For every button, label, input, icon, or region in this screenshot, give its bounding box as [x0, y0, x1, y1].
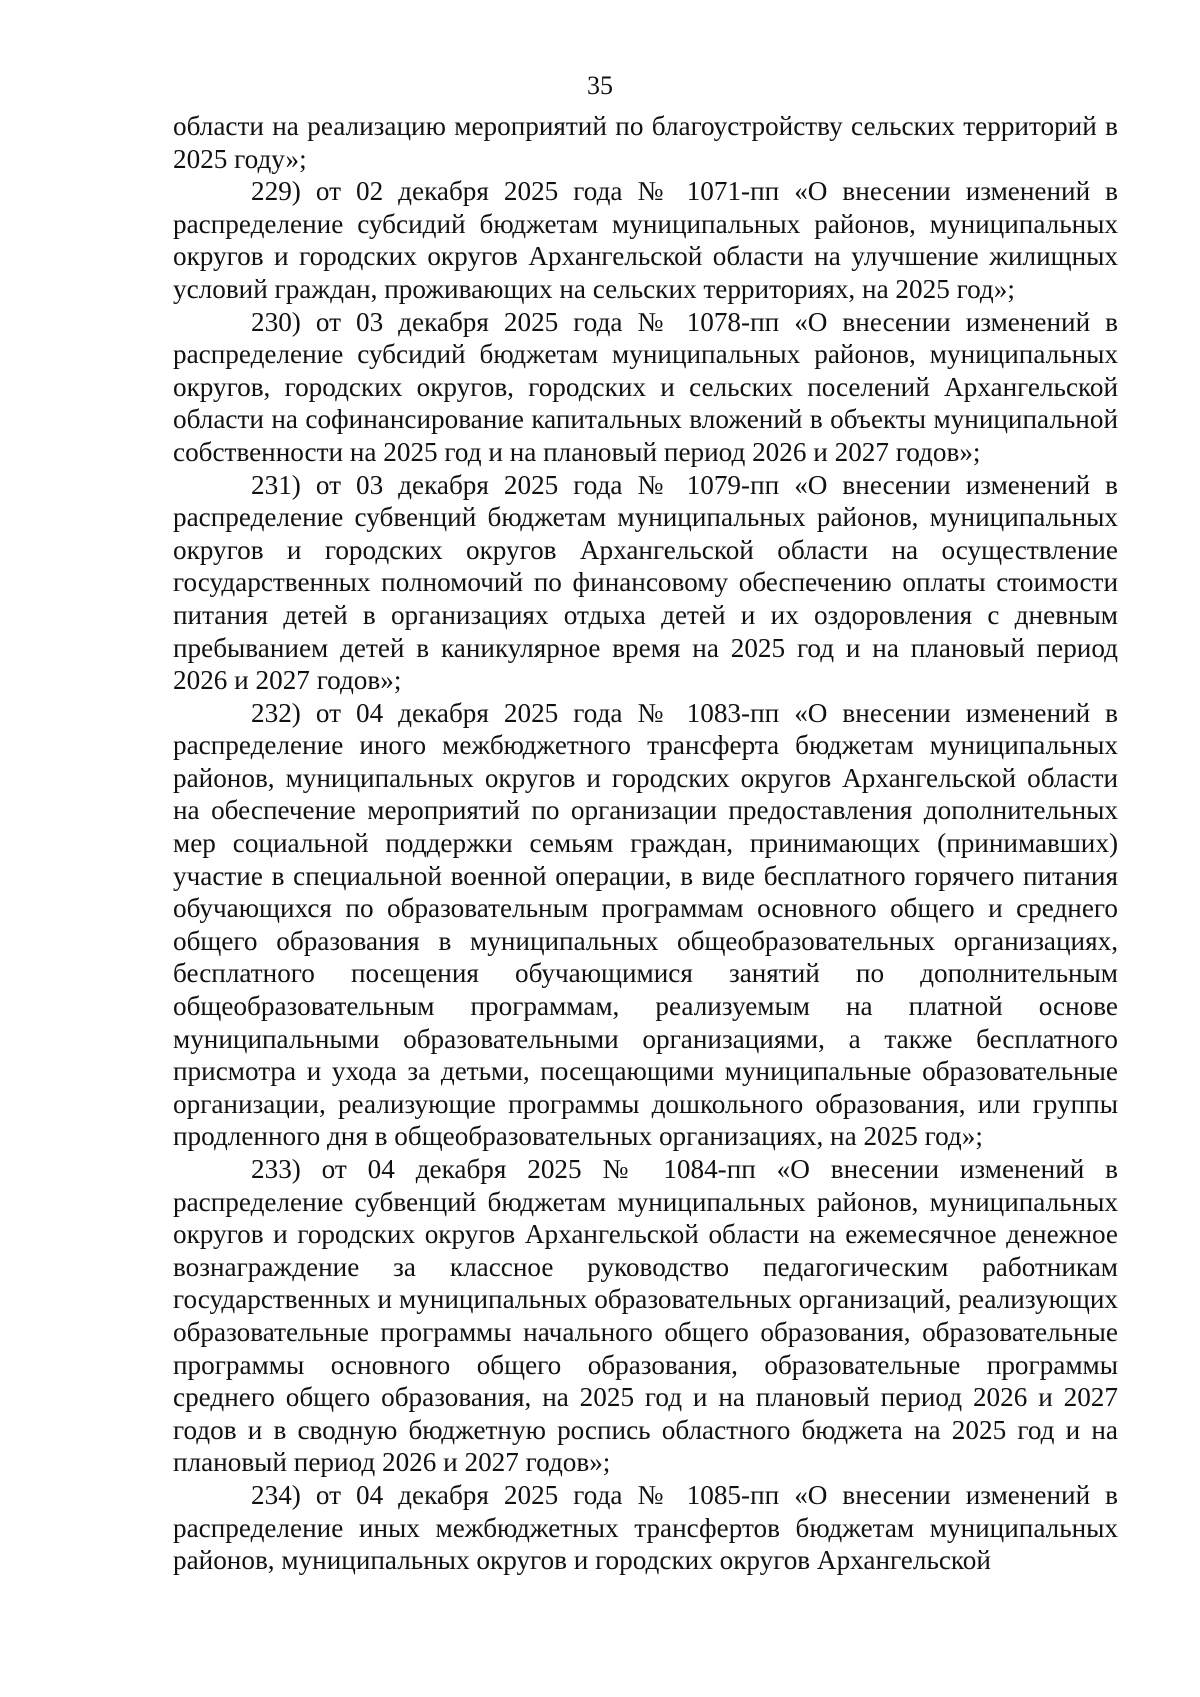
page-number: 35: [587, 71, 613, 100]
document-body: [173, 110, 1118, 1577]
paragraph-item-231: 231) от 03 декабря 2025 года № 1079-пп «О внесении изменений в распределение субвенций бюджетам муниципальных районов, муниципальных округов и городских округов Архангельской области на осуществление государственных полномочий по финансовому обеспечению оплаты стоимости питания детей в организациях отдыха детей и их оздоровления с дневным пребыванием детей в каникулярное время на 2025 год и на плановый период 2026 и 2027 годов»;: [173, 469, 1118, 696]
paragraph-item-232: 232) от 04 декабря 2025 года № 1083-пп «О внесении изменений в распределение иного межбюджетного трансферта бюджетам муниципальных районов, муниципальных округов и городских округов Архангельской области на обеспечение мероприятий по организации предоставления дополнительных мер социальной поддержки семьям граждан, принимающих (принимавших) участие в специальной военной операции, в виде бесплатного горячего питания обучающихся по образовательным программам основного общего и среднего общего образования в муниципальных общеобразовательных организациях, бесплатного посещения обучающимися занятий по дополнительным общеобразовательным программам, реализуемым на платной основе муниципальными образовательными организациями, а также бесплатного присмотра и ухода за детьми, посещающими муниципальные образовательные организации, реализующие программы дошкольного образования, или группы продленного дня в общеобразовательных организациях, на 2025 год»;: [173, 697, 1118, 1152]
paragraph-continuation: области на реализацию мероприятий по благоустройству сельских территорий в 2025 году»;: [173, 111, 1118, 174]
paragraph-item-230: 230) от 03 декабря 2025 года № 1078-пп «О внесении изменений в распределение субсидий бюджетам муниципальных районов, муниципальных округов, городских округов, городских и сельских поселений Архангельской области на софинансирование капитальных вложений в объекты муниципальной собственности на 2025 год и на плановый период 2026 и 2027 годов»;: [173, 306, 1118, 467]
paragraph-item-234: 234) от 04 декабря 2025 года № 1085-пп «О внесении изменений в распределение иных межбюджетных трансфертов бюджетам муниципальных районов, муниципальных округов и городских округов Архангельской: [173, 1479, 1118, 1576]
paragraph-item-233: 233) от 04 декабря 2025 № 1084-пп «О внесении изменений в распределение субвенций бюджетам муниципальных районов, муниципальных округов и городских округов Архангельской области на ежемесячное денежное вознаграждение за классное руководство педагогическим работникам государственных и муниципальных образовательных организаций, реализующих образовательные программы начального общего образования, образовательные программы основного общего образования, образовательные программы среднего общего образования, на 2025 год и на плановый период 2026 и 2027 годов и в сводную бюджетную роспись областного бюджета на 2025 год и на плановый период 2026 и 2027 годов»;: [173, 1154, 1118, 1478]
paragraph-item-229: 229) от 02 декабря 2025 года № 1071-пп «О внесении изменений в распределение субсидий бюджетам муниципальных районов, муниципальных округов и городских округов Архангельской области на улучшение жилищных условий граждан, проживающих на сельских территориях, на 2025 год»;: [173, 176, 1118, 304]
